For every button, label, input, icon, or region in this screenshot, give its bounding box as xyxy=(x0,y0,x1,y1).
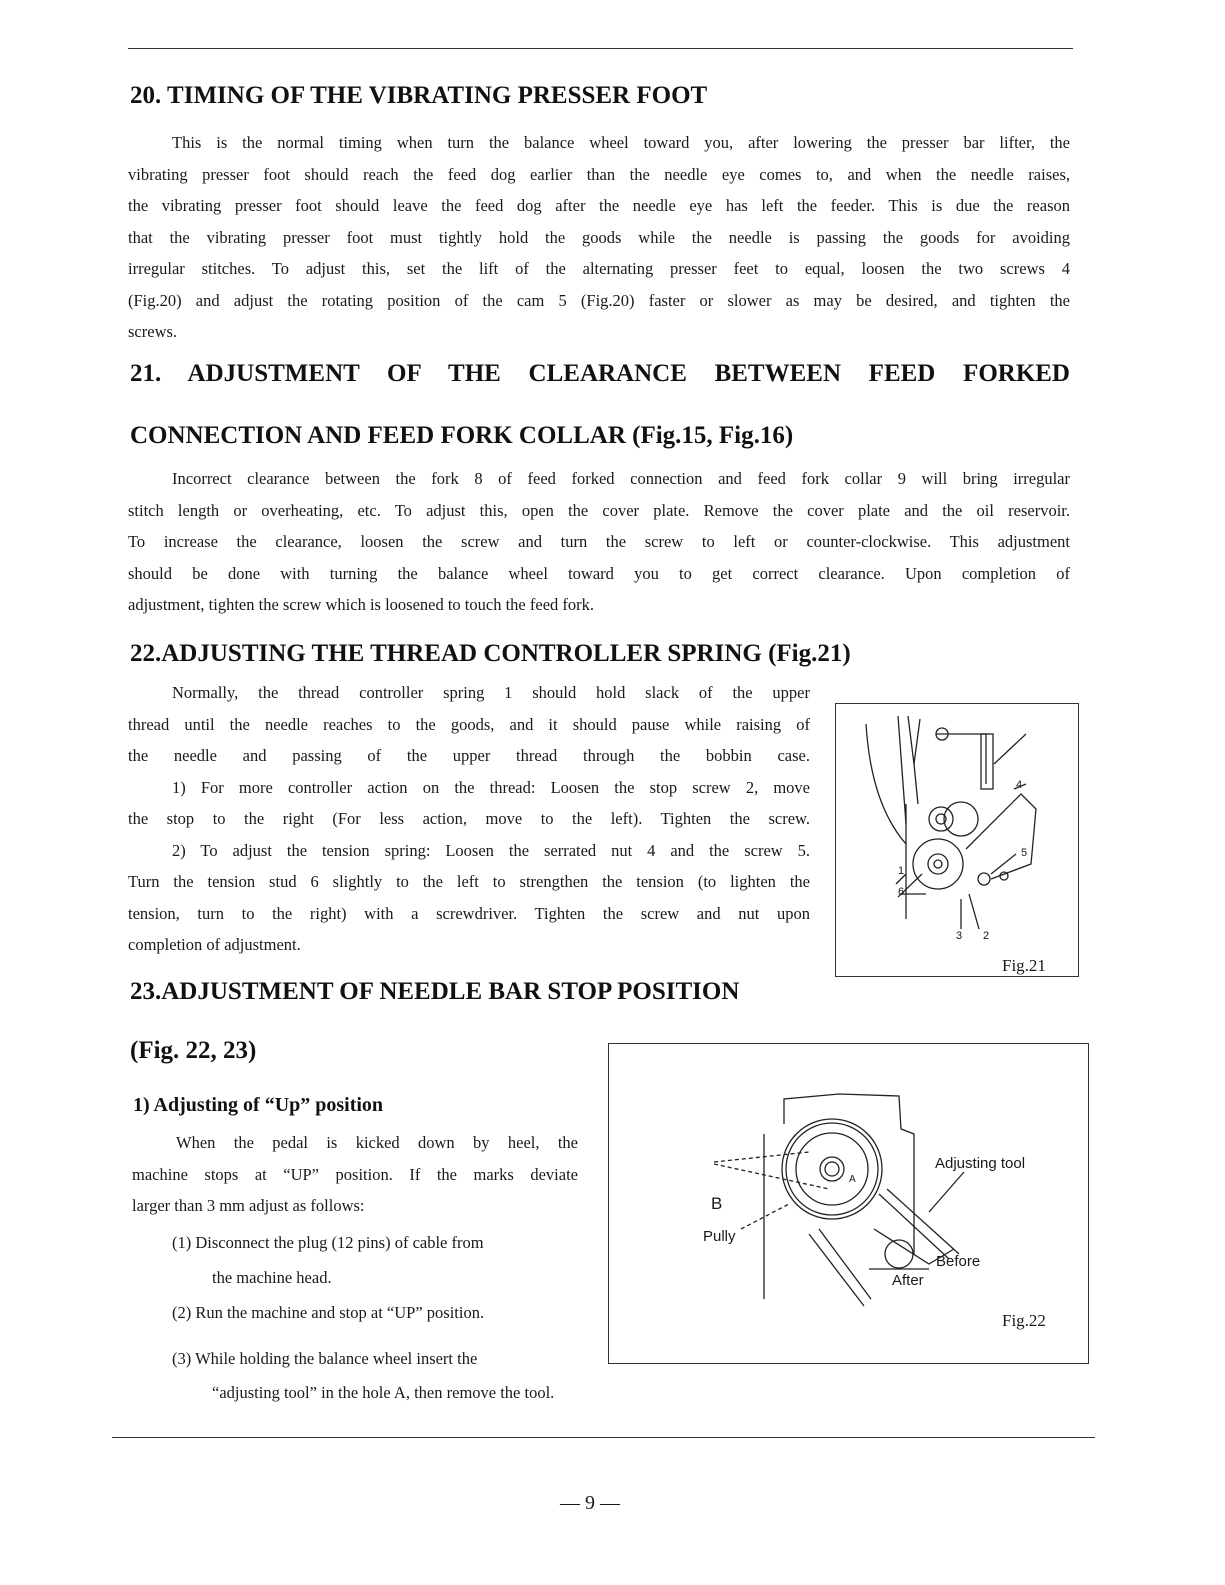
figure-21 xyxy=(835,703,1079,977)
section-22-title: 22.ADJUSTING THE THREAD CONTROLLER SPRING (Fig.21) xyxy=(130,640,851,667)
text-line: machine stops at “UP” position. If the marks deviate xyxy=(132,1164,578,1184)
callout-6: 6 xyxy=(898,886,905,898)
text-line: the stop to the right (For less action, move to the left). Tighten the screw. xyxy=(128,809,810,828)
label-pully: Pully xyxy=(703,1228,736,1245)
text-line: vibrating presser foot should reach the feed dog earlier than the needle eye comes to, and when the needle raises, xyxy=(128,164,1070,184)
section-22-body xyxy=(128,677,810,961)
step-3-cont: “adjusting tool” in the hole A, then remove the tool. xyxy=(212,1383,555,1402)
text-line: When the pedal is kicked down by heel, the xyxy=(176,1133,578,1152)
step-2: (2) Run the machine and stop at “UP” position. xyxy=(172,1303,485,1322)
text-line: Incorrect clearance between the fork 8 of feed forked connection and feed fork collar 9 will bring irregular xyxy=(172,469,1070,488)
step-3: (3) While holding the balance wheel insert the xyxy=(172,1349,478,1368)
text-line: adjustment, tighten the screw which is loosened to touch the feed fork. xyxy=(128,595,595,614)
callout-1: 1 xyxy=(898,865,905,877)
page-number: — 9 — xyxy=(560,1492,620,1514)
bottom-rule xyxy=(112,1437,1095,1438)
section-20-title: 20. TIMING OF THE VIBRATING PRESSER FOOT xyxy=(130,82,708,109)
label-after: After xyxy=(892,1272,924,1289)
text-line: completion of adjustment. xyxy=(128,935,301,954)
figure-22-caption: Fig.22 xyxy=(1002,1311,1046,1330)
subsection-up-position-title: 1) Adjusting of “Up” position xyxy=(133,1094,384,1116)
section-23-steps xyxy=(172,1225,582,1409)
text-line: (Fig.20) and adjust the rotating position of the cam 5 (Fig.20) faster or slower as may be desired, and tighten the xyxy=(128,290,1070,310)
text-line: stitch length or overheating, etc. To adjust this, open the cover plate. Remove the cover plate and the oil reservoir. xyxy=(128,500,1070,520)
callout-3: 3 xyxy=(956,930,963,942)
text-line: the needle and passing of the upper thread through the bobbin case. xyxy=(128,746,810,765)
figure-22 xyxy=(608,1043,1089,1364)
step-1: (1) Disconnect the plug (12 pins) of cable from xyxy=(172,1233,484,1252)
text-line: the vibrating presser foot should leave the feed dog after the needle eye has left the feeder. This is due the reason xyxy=(128,196,1070,215)
text-line: To increase the clearance, loosen the screw and turn the screw to left or counter-clockwise. This adjustment xyxy=(128,532,1070,551)
callout-2: 2 xyxy=(983,930,990,942)
section-23-title: 23.ADJUSTMENT OF NEEDLE BAR STOP POSITION xyxy=(130,978,740,1005)
text-line: 2) To adjust the tension spring: Loosen the serrated nut 4 and the screw 5. xyxy=(172,840,810,860)
callout-4: 4 xyxy=(1016,779,1023,791)
section-20-body xyxy=(128,127,1070,348)
text-line: irregular stitches. To adjust this, set the lift of the alternating presser feet to equal, loosen the two screws 4 xyxy=(128,259,1070,278)
section-23-subtitle: (Fig. 22, 23) xyxy=(130,1037,257,1064)
text-line: Normally, the thread controller spring 1 should hold slack of the upper xyxy=(172,683,810,702)
text-line: screws. xyxy=(128,322,178,341)
text-line: that the vibrating presser foot must tightly hold the goods while the needle is passing the goods for avoiding xyxy=(128,227,1070,247)
label-adjusting-tool: Adjusting tool xyxy=(935,1155,1026,1172)
label-before: Before xyxy=(936,1253,981,1270)
text-line: Turn the tension stud 6 slightly to the left to strengthen the tension (to lighten the xyxy=(128,872,810,891)
figure-21-caption: Fig.21 xyxy=(1002,956,1046,975)
label-a: A xyxy=(849,1174,856,1185)
step-1-cont: the machine head. xyxy=(212,1268,332,1287)
section-21-body xyxy=(128,463,1070,621)
text-line: This is the normal timing when turn the balance wheel toward you, after lowering the presser bar lifter, the xyxy=(172,133,1070,152)
callout-5: 5 xyxy=(1021,847,1028,859)
text-line: larger than 3 mm adjust as follows: xyxy=(132,1196,365,1215)
text-line: thread until the needle reaches to the goods, and it should pause while raising of xyxy=(128,714,810,734)
top-rule xyxy=(128,48,1073,49)
section-21-title-line1: 21. ADJUSTMENT OF THE CLEARANCE BETWEEN FEED FORKED xyxy=(130,360,1070,387)
section-21-title-line2: CONNECTION AND FEED FORK COLLAR (Fig.15, Fig.16) xyxy=(130,422,794,449)
label-b: B xyxy=(711,1194,723,1213)
text-line: should be done with turning the balance wheel toward you to get correct clearance. Upon completion of xyxy=(128,563,1070,583)
text-line: 1) For more controller action on the thread: Loosen the stop screw 2, move xyxy=(172,777,810,797)
section-23-body xyxy=(132,1127,578,1222)
text-line: tension, turn to the right) with a screwdriver. Tighten the screw and nut upon xyxy=(128,903,810,923)
